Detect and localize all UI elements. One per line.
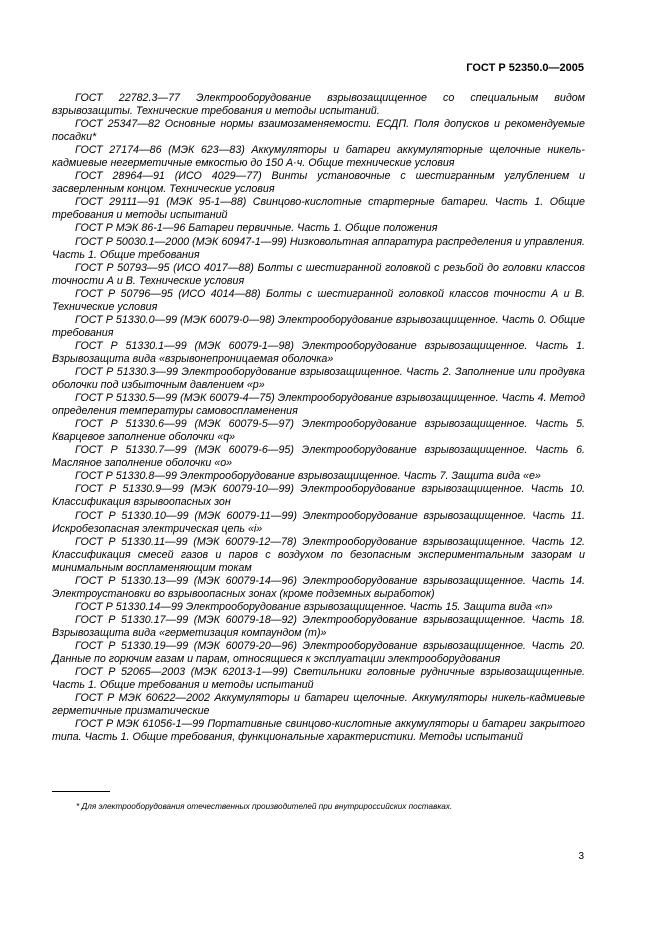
reference-entry: ГОСТ Р 51330.8—99 Электрооборудование взрывозащищенное. Часть 7. Защита вида «е» (75, 470, 541, 483)
reference-entry: ГОСТ Р 51330.14—99 Электрооборудование взрывозащищенное. Часть 15. Защита вида «n» (75, 600, 553, 613)
reference-entry: ГОСТ Р 51330.13—99 (МЭК 60079-14—96) Электрооборудование взрывозащищенное. Часть 14. Электроустановки во взрывоопасных зонах (кроме подземных выработок) (52, 574, 585, 600)
reference-entry: ГОСТ Р 52065—2003 (МЭК 62013-1—99) Светильники головные рудничные взрывозащищенные. Часть 1. Общие требования и методы испытаний (52, 666, 585, 692)
document-header-id: ГОСТ Р 52350.0—2005 (466, 62, 584, 74)
reference-entry: ГОСТ Р 51330.5—99 (МЭК 60079-4—75) Электрооборудование взрывозащищенное. Часть 4. Метод определения температуры самовоспламенения (52, 392, 585, 418)
reference-entry: ГОСТ Р 51330.17—99 (МЭК 60079-18—92) Электрооборудование взрывозащищенное. Часть 18. Взрывозащита вида «герметизация компаундом (m)» (52, 613, 585, 639)
reference-entry: ГОСТ Р 51330.7—99 (МЭК 60079-6—95) Электрооборудование взрывозащищенное. Часть 6. Масляное заполнение оболочки «о» (52, 444, 585, 470)
footnote: * Для электрооборудования отечественных производителей при внутрироссийских поставках. (76, 802, 453, 811)
reference-entry: ГОСТ Р 51330.0—99 (МЭК 60079-0—98) Электрооборудование взрывозащищенное. Часть 0. Общие требования (52, 313, 585, 339)
reference-entry: ГОСТ 28964—91 (ИСО 4029—77) Винты установочные с шестигранным углублением и засверленным концом. Технические условия (52, 170, 585, 196)
reference-entry: ГОСТ 29111—91 (МЭК 95-1—88) Свинцово-кислотные стартерные батареи. Часть 1. Общие требования и методы испытаний (52, 196, 585, 222)
reference-entry: ГОСТ Р МЭК 86-1—96 Батареи первичные. Часть 1. Общие положения (75, 222, 438, 235)
reference-entry: ГОСТ Р 51330.6—99 (МЭК 60079-5—97) Электрооборудование взрывозащищенное. Часть 5. Кварцевое заполнение оболочки «q» (52, 418, 585, 444)
reference-entry: ГОСТ Р 51330.9—99 (МЭК 60079-10—99) Электрооборудование взрывозащищенное. Часть 10. Классификация взрывоопасных зон (52, 483, 585, 509)
reference-entry: ГОСТ Р 50030.1—2000 (МЭК 60947-1—99) Низковольтная аппаратура распределения и управления. Часть 1. Общие требования (52, 235, 585, 261)
reference-entry: ГОСТ Р 51330.19—99 (МЭК 60079-20—96) Электрооборудование взрывозащищенное. Часть 20. Данные по горючим газам и парам, относящиеся к эксплуатации электрооборудования (52, 639, 585, 666)
reference-entry: ГОСТ Р 50793—95 (ИСО 4017—88) Болты с шестигранной головкой с резьбой до головки классов точности А и В. Технические условия (52, 261, 585, 287)
reference-entry: ГОСТ Р 51330.11—99 (МЭК 60079-12—78) Электрооборудование взрывозащищенное. Часть 12. Классификация смесей газов и паров с воздухом по безопасным экспериментальным зазорам и минимальным воспламеняющим токам (52, 535, 585, 574)
normative-references-list (52, 92, 585, 744)
reference-entry: ГОСТ 27174—86 (МЭК 623—83) Аккумуляторы и батареи аккумуляторные щелочные никель-кадмиевые негерметичные емкостью до 150 А·ч. Общие технические условия (52, 144, 585, 170)
reference-entry: ГОСТ Р МЭК 61056-1—99 Портативные свинцово-кислотные аккумуляторы и батареи закрытого типа. Часть 1. Общие требования, функциональные характеристики. Методы испытаний (52, 718, 585, 744)
reference-entry: ГОСТ Р 51330.3—99 Электрооборудование взрывозащищенное. Часть 2. Заполнение или продувка оболочки под избыточным давлением «р» (52, 365, 585, 392)
footnote-divider (52, 791, 110, 792)
reference-entry: ГОСТ Р 51330.10—99 (МЭК 60079-11—99) Электрооборудование взрывозащищенное. Часть 11. Искробезопасная электрическая цепь «i» (52, 509, 585, 535)
reference-entry: ГОСТ 22782.3—77 Электрооборудование взрывозащищенное со специальным видом взрывозащиты. Технические требования и методы испытаний. (52, 92, 585, 118)
reference-entry: ГОСТ Р 50796—95 (ИСО 4014—88) Болты с шестигранной головкой классов точности А и В. Технические условия (52, 287, 585, 313)
reference-entry: ГОСТ 25347—82 Основные нормы взаимозаменяемости. ЕСДП. Поля допусков и рекомендуемые посадки* (52, 118, 585, 144)
page-number: 3 (578, 851, 584, 862)
reference-entry: ГОСТ Р 51330.1—99 (МЭК 60079-1—98) Электрооборудование взрывозащищенное. Часть 1. Взрывозащита вида «взрывонепроницаемая оболочка» (52, 339, 585, 365)
reference-entry: ГОСТ Р МЭК 60622—2002 Аккумуляторы и батареи щелочные. Аккумуляторы никель-кадмиевые герметичные призматические (52, 692, 585, 718)
